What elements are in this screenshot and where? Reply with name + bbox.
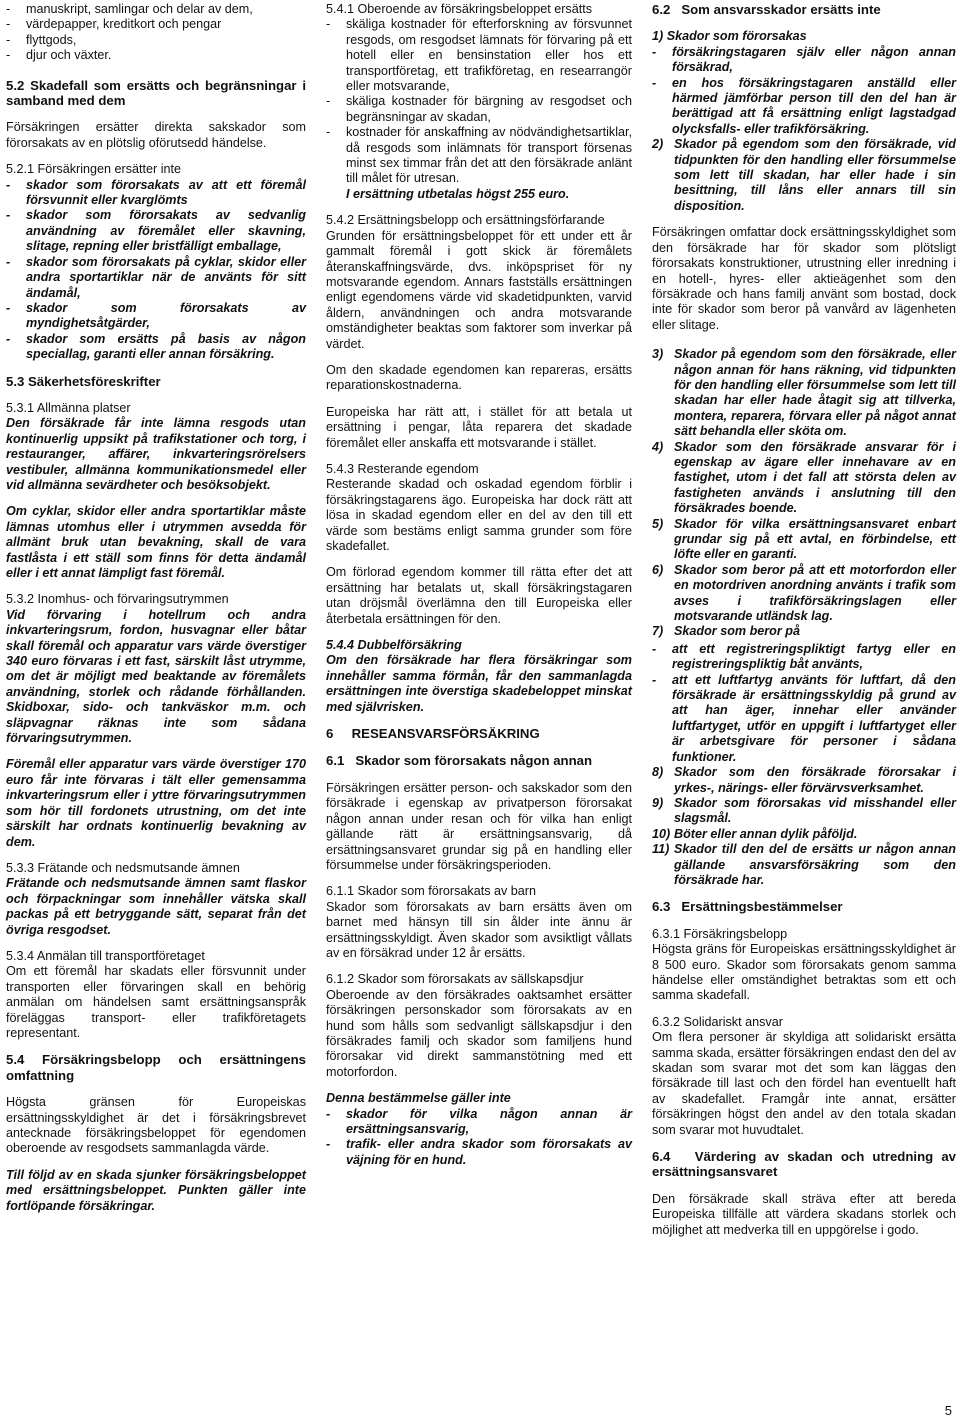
- numbered-item-8: 8) Skador som den försäkrade förorsakar i yrkes-, närings- eller förvärvsverksamhet.: [652, 765, 956, 795]
- column-middle: [326, 2, 632, 1179]
- list-item: - kostnader för anskaffning av nödvändighetsartiklar, då resgods som inlämnats för transport försenas minst sex timmar från det att den försäkrade anlänt till målet för utresan.: [326, 125, 632, 186]
- list-item: - försäkringstagaren själv eller någon annan försäkrad,: [652, 44, 956, 75]
- paragraph: Om cyklar, skidor eller andra sportartiklar måste lämnas utomhus eller i utrymmen avsedda för allmänt bruk utan bevakning, skall de vara fastlåsta i ett ställ som finns för detta ändamål eller i ett annat lämpligt fast föremål.: [6, 504, 306, 580]
- reimbursed-costs-list: [326, 17, 632, 186]
- paragraph: Föremål eller apparatur vars värde överstiger 170 euro får inte förvaras i tält eller gemensamma inkvarteringsrum eller i yttre förvaringsutrymmen som hör till fordonets utrustning, om det inte särskilt har ordnats kontinuerlig bevakning av dem.: [6, 757, 306, 849]
- paragraph: Den försäkrade får inte lämna resgods utan kontinuerlig uppsikt på trafikstationer och torg, i restauranger, affärer, inkvarteringsrörelsers vestibuler, allmänna kommunikationsmedel eller vid allmänna sevärdheter och besöksobjekt.: [6, 416, 306, 492]
- list-item: - att ett luftfartyg använts för luftfart, då den försäkrade är ersättningsskyldig på grund av att han äger, innehar eller använder luftfartyget, utför en uppgift i luftfartyget eller är arbetsgivare för personer i sådana funktioner.: [652, 672, 956, 764]
- list-item: - skador för vilka någon annan är ersättningsansvarig,: [326, 1106, 632, 1136]
- numbered-item-10: 10) Böter eller annan dylik påföljd.: [652, 826, 858, 841]
- subheading-5-4-3: 5.4.3 Resterande egendom: [326, 461, 479, 476]
- list-item: - att ett registreringspliktigt fartyg eller en registreringspliktig båt använts,: [652, 641, 956, 672]
- subheading-6-3-1: 6.3.1 Försäkringsbelopp: [652, 926, 788, 941]
- subheading-6-3-2: 6.3.2 Solidariskt ansvar: [652, 1014, 783, 1029]
- paragraph: Om den försäkrade har flera försäkringar som innehåller samma förmån, får den sammanlagda ersättningen inte överstiga skadebeloppet minskat med självrisken.: [326, 653, 632, 714]
- excluded-items-list: [6, 2, 306, 64]
- paragraph: Försäkringen omfattar dock ersättningsskyldighet som den försäkrade har för skador som plötsligt förorsakats konstruktioner, utrustning eller inredning i en hotell-, hyres- eller aktieägenhet som den försäkrade och hans familj använt som bostad, dock inte för skador som beror på vanvård av lägenheten eller slitage.: [652, 225, 956, 332]
- paragraph: Resterande skadad och oskadad egendom förblir i försäkringstagarens ägo. Europeiska har dock rätt att lösa in skadad egendom eller en del av den till ett värde som bestäms enligt samma grunder som före skadefallet.: [326, 477, 632, 553]
- list-item: - en hos försäkringstagaren anställd eller härmed jämförbar person till den del han är berättigad att få ersättning enligt lagstadgad olycksfalls- eller trafikförsäkring.: [652, 75, 956, 136]
- paragraph: Till följd av en skada sjunker försäkringsbeloppet med ersättningsbeloppet. Punkten gäller inte fortlöpande försäkringar.: [6, 1167, 306, 1213]
- page-number: 5: [944, 1402, 952, 1418]
- column-right: [652, 2, 960, 1249]
- list-item: - skäliga kostnader för bärgning av resgodset och begränsningar av skadan,: [326, 94, 632, 124]
- list-item: - skador som förorsakats på cyklar, skidor eller andra sportartiklar när de använts för sitt ändamål,: [6, 254, 306, 300]
- subheading-5-3-1: 5.3.1 Allmänna platser: [6, 400, 131, 415]
- list-item: - skador som förorsakats av myndighetsåtgärder,: [6, 300, 306, 331]
- subheading-5-3-3: 5.3.3 Frätande och nedsmutsande ämnen: [6, 860, 240, 875]
- subheading-6-1-2: 6.1.2 Skador som förorsakats av sällskapsdjur: [326, 972, 584, 987]
- subheading-5-3-2: 5.3.2 Inomhus- och förvaringsutrymmen: [6, 592, 229, 607]
- not-applicable-list: [326, 1107, 632, 1169]
- list-item: - manuskript, samlingar och delar av dem,: [6, 2, 253, 16]
- subheading-5-4-2: 5.4.2 Ersättningsbelopp och ersättningsförfarande: [326, 213, 605, 228]
- numbered-item-9: 9) Skador som förorsakas vid misshandel eller slagsmål.: [652, 795, 956, 826]
- paragraph: Högsta gränsen för Europeiskas ersättningsskyldighet är det i försäkringsbrevet antecknade försäkringsbeloppet för egendomen oberoende av resgodsets sammanlagda värde.: [6, 1095, 306, 1156]
- paragraph: I ersättning utbetalas högst 255 euro.: [346, 186, 570, 201]
- numbered-item-11: 11) Skador till den del de ersätts ur någon annan gällande ansvarsförsäkring som den försäkrade har.: [652, 842, 956, 887]
- paragraph: Försäkringen ersätter direkta sakskador som förorsakats av en plötslig oförutsedd händelse.: [6, 120, 306, 150]
- section-heading-6-4: 6.4 Värdering av skadan och utredning av ersättningsansvaret: [652, 1149, 960, 1180]
- paragraph: Om ett föremål har skadats eller försvunnit under transporten eller förvaringen skall en behörig anmälan om händelsen samt ersättningsanspråk föreläggas transport- eller trafikföretagets representant.: [6, 964, 306, 1040]
- list-item: - skador som förorsakats av att ett föremål försvunnit eller kvarglömts: [6, 177, 306, 208]
- not-covered-persons-list: [652, 45, 956, 137]
- paragraph: Grunden för ersättningsbeloppet för ett under ett år gammalt föremål i gott skick är föremålets återanskaffningsvärde, dvs. inköpspriset för ny motsvarande egendom. Annars fastställs ersättningen enligt egendomens värde vid skadetidpunkten, varvid åldern, användningen och andra motsvarande omständigheter beaktas som faktorer som inverkar på värdet.: [326, 228, 632, 351]
- paragraph: Den försäkrade skall sträva efter att bereda Europeiska tillfälle att värdera skadans storlek och möjlighet att medverka till en uppgörelse i godo.: [652, 1191, 956, 1237]
- vessel-list: [652, 642, 956, 765]
- section-heading-6-3: 6.3 Ersättningsbestämmelser: [652, 899, 843, 915]
- section-heading-6-2: 6.2 Som ansvarsskador ersätts inte: [652, 2, 881, 17]
- section-heading-5-2: 5.2 Skadefall som ersätts och begränsningar i samband med dem: [6, 77, 306, 109]
- paragraph: Oberoende av den försäkrades oaktsamhet ersätter försäkringen personskador som förorsakats av en hund som hålls som sedvanligt sällskapsdjur i den försäkrades familj och skador som familjens hund förorsakar vid direkt sammanstötning med ett motorfordon.: [326, 987, 632, 1079]
- section-heading-6-1: 6.1 Skador som förorsakats någon annan: [326, 753, 593, 769]
- numbered-item-3: 3) Skador på egendom som den försäkrade, eller någon annan för hans räkning, vid tidpunkten för den handling eller försummelse som lett till skadan har eller hade åtagit sig att tillverka, montera, reparera, förvara eller på något annat sätt behandla eller sköta om.: [652, 347, 956, 439]
- list-item: - flyttgods,: [6, 32, 77, 47]
- list-item: - djur och växter.: [6, 48, 112, 63]
- subheading-5-4-1: 5.4.1 Oberoende av försäkringsbeloppet ersätts: [326, 2, 593, 16]
- paragraph: Om förlorad egendom kommer till rätta efter det att ersättning har betalats ut, skall försäkringstagaren utan dröjsmål överlämna den till Europeiska eller återbetala ersättningen för den.: [326, 565, 632, 626]
- column-left: [6, 2, 306, 1225]
- subheading-5-4-4: 5.4.4 Dubbelförsäkring: [326, 638, 462, 653]
- exclusions-list: [6, 178, 306, 363]
- paragraph: Frätande och nedsmutsande ämnen samt flaskor och förpackningar som innehåller vätska skall packas på ett betryggande sätt, separat från det övriga resgodset.: [6, 876, 306, 937]
- section-heading-5-4: 5.4 Försäkringsbelopp och ersättningens omfattning: [6, 1052, 306, 1083]
- paragraph: Högsta gräns för Europeiskas ersättningsskyldighet är 8 500 euro. Skador som förorsakats genom samma händelse eller omständighet betraktas som ett och samma skadefall.: [652, 942, 956, 1003]
- paragraph: Vid förvaring i hotellrum och andra inkvarteringsrum, fordon, husvagnar eller båtar skall föremål och apparatur vars värde överstiger 340 euro förvaras i ett fast, särskilt låst utrymme, om det är möjligt med beaktande av föremålets användning, storlek och rådande förhållanden. Skidboxar, sido- och tankväskor m.m. och släpvagnar räknas inte som sådana förvaringsutrymmen.: [6, 607, 306, 746]
- numbered-list: [652, 347, 956, 640]
- subheading-6-1-1: 6.1.1 Skador som förorsakats av barn: [326, 884, 536, 899]
- paragraph: Europeiska har rätt att, i stället för att betala ut ersättning i pengar, låta reparera det skadade föremålet eller anskaffa ett motsvarande i stället.: [326, 404, 632, 450]
- numbered-item-1: 1) Skador som förorsakas: [652, 29, 807, 44]
- section-heading-6: 6 RESEANSVARSFÖRSÄKRING: [326, 726, 540, 742]
- numbered-item-4: 4) Skador som den försäkrade ansvarar för i egenskap av ägare eller innehavare av en fastighet, utom i det fall att största delen av fastigheten används i anslutning till den försäkrades boende.: [652, 439, 956, 516]
- subheading-5-3-4: 5.3.4 Anmälan till transportföretaget: [6, 948, 205, 963]
- numbered-list: [652, 137, 956, 214]
- list-item: - skäliga kostnader för efterforskning av försvunnet resgods, om resgodset lämnats för förvaring på ett hotell eller en bensinstation eller hos ett transportföretag, ett trafikföretag, en researrangör eller motsvarande,: [326, 17, 632, 94]
- subheading-5-2-1: 5.2.1 Försäkringen ersätter inte: [6, 162, 182, 177]
- numbered-item-2: 2) Skador på egendom som den försäkrade, vid tidpunkten för den handling eller försummelse som lett till skadan, har eller hade i sin besittning, till låns eller annars till sin disposition.: [652, 137, 956, 213]
- numbered-item-6: 6) Skador som beror på att ett motorfordon eller en motordriven anordning använts i trafik som avses i trafikförsäkringslagen eller motsvarande utländsk lag.: [652, 562, 956, 624]
- numbered-list: [652, 765, 956, 888]
- list-item: - skador som ersätts på basis av någon speciallag, garanti eller annan försäkring.: [6, 331, 306, 362]
- numbered-item-7: 7) Skador som beror på: [652, 624, 800, 639]
- paragraph: Om flera personer är skyldiga att solidariskt ersätta samma skada, ersätter försäkringen endast den del av skadan som svarar mot det som kan läggas den försäkrade till last och den fördel han eventuellt haft av skadefallet. Framgår inte annat, ersätter försäkringen högst den andel av den totala skadan som svarar mot huvudtalet.: [652, 1030, 956, 1137]
- list-item: - skador som förorsakats av sedvanlig användning av föremålet eller skavning, slitage, repning eller bristfälligt emballage,: [6, 208, 306, 254]
- paragraph: Om den skadade egendomen kan repareras, ersätts reparationskostnaderna.: [326, 362, 632, 393]
- paragraph: Försäkringen ersätter person- och sakskador som den försäkrade i egenskap av privatperson förorsakat någon annan under resan och för vilka han enligt gällande rätt är ersättningsansvarig, då ersättningsansvaret grundar sig på en handling eller försummelse under försäkringsperioden.: [326, 780, 632, 872]
- numbered-item-5: 5) Skador för vilka ersättningsansvaret enbart grundar sig på ett avtal, en förbindelse, ett löfte eller en garanti.: [652, 516, 956, 562]
- list-item: - värdepapper, kreditkort och pengar: [6, 17, 222, 32]
- list-item: - trafik- eller andra skador som förorsakats av väjning för en hund.: [326, 1137, 632, 1167]
- paragraph: Denna bestämmelse gäller inte: [326, 1091, 511, 1106]
- paragraph: Skador som förorsakats av barn ersätts även om barnet med hänsyn till sin ålder inte ännu är ersättningsskyldigt. Även skador som avsiktligt vållats av en försäkrad under 12 år ersätts.: [326, 899, 632, 960]
- section-heading-5-3: 5.3 Säkerhetsföreskrifter: [6, 373, 161, 389]
